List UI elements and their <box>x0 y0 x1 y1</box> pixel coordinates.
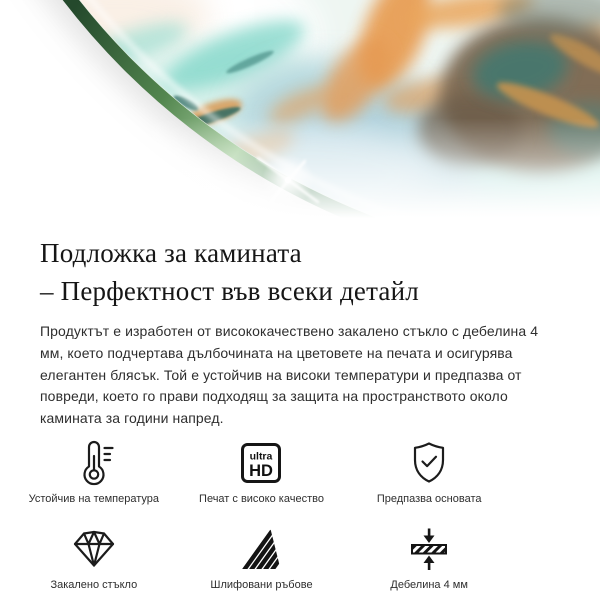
feature-item-tempered-glass <box>10 526 178 592</box>
thickness-icon <box>407 526 451 572</box>
feature-item-protects-base <box>345 440 513 506</box>
ultra-hd-text-large: HD <box>249 461 274 480</box>
feature-label: Устойчив на температура <box>28 492 160 505</box>
feature-label: Предпазва основата <box>376 492 482 505</box>
features-grid <box>10 440 513 592</box>
page-title-line2: – Перфектност във всеки детайл <box>40 276 419 306</box>
ultra-hd-text-small: ultra <box>250 450 273 463</box>
shield-check-icon <box>407 440 451 486</box>
feature-label: Печат с високо качество <box>199 492 324 505</box>
thermometer-icon <box>72 440 116 486</box>
feature-label: Закалено стъкло <box>50 578 138 591</box>
feature-item-temperature <box>10 440 178 506</box>
glass-pad-artwork <box>0 0 600 232</box>
feature-item-thickness <box>345 526 513 592</box>
feature-label: Дебелина 4 мм <box>390 578 468 591</box>
feature-label: Шлифовани ръбове <box>210 578 313 591</box>
product-description: Продуктът е изработен от висококачествено закалено стъкло с дебелина 4 мм, което подчертава дълбочината на цветовете на печата и осигурява елегантен блясък. Той е устойчив на високи температури и предпазва от повреди, което го прави подходящ за защита на пространството около камината за години напред. <box>40 323 539 427</box>
product-image <box>0 0 600 232</box>
feature-item-polished-edges <box>178 526 346 592</box>
page-title-line1: Подложка за камината <box>40 238 302 268</box>
feature-item-print-quality <box>178 440 346 506</box>
polished-edges-icon <box>239 526 283 572</box>
ultra-hd-icon <box>240 440 282 486</box>
diamond-icon <box>72 526 116 572</box>
bottom-fade <box>0 110 600 232</box>
page-title <box>40 234 560 310</box>
